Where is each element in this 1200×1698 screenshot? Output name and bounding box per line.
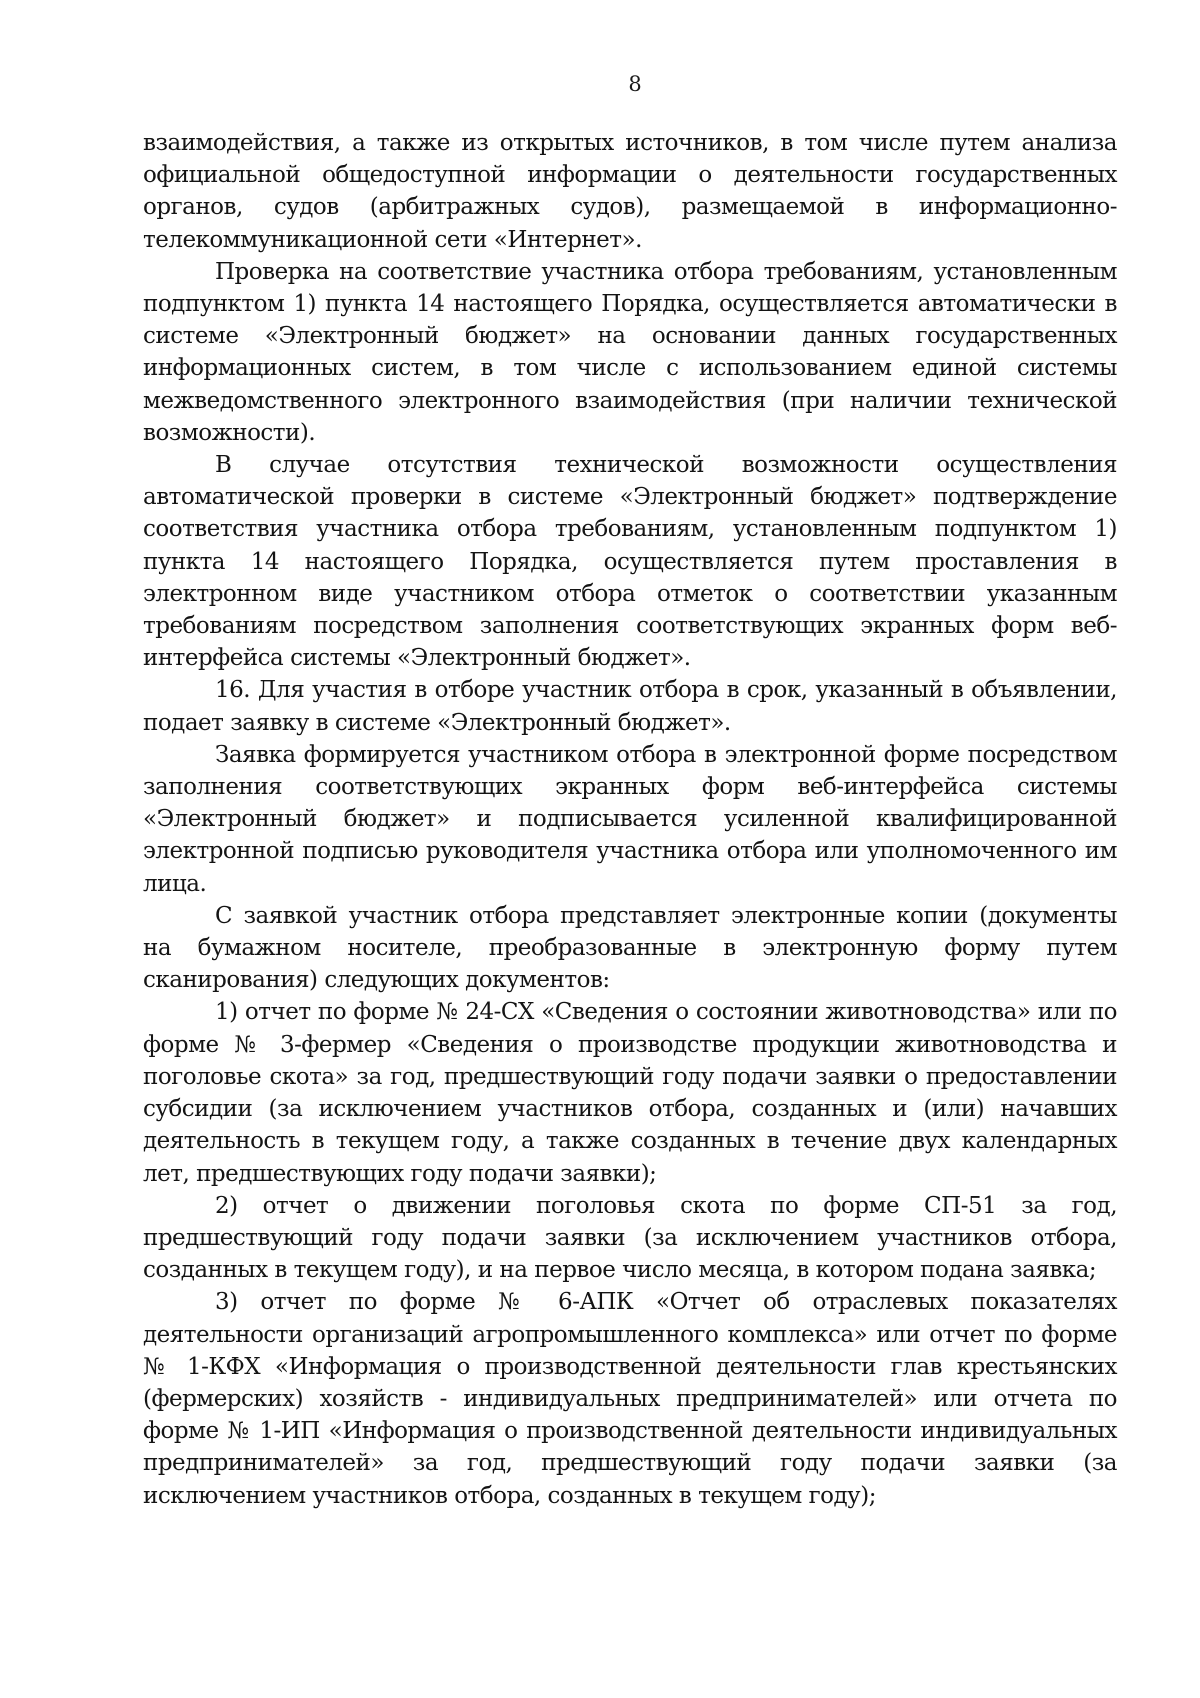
paragraph-application-form: Заявка формируется участником отбора в электронной форме посредством заполнения соответствующих экранных форм веб-интерфейса системы «Электронный бюджет» и подписывается усиленной квалифицированной электронной подписью руководителя участника отбора или уполномоченного им лица. — [143, 741, 1117, 897]
paragraph-verification: Проверка на соответствие участника отбора требованиям, установленным подпунктом 1) пункта 14 настоящего Порядка, осуществляется автоматически в системе «Электронный бюджет» на основании данных государственных информационных систем, в том числе с использованием единой системы межведомственного электронного взаимодействия (при наличии технической возможности). — [143, 258, 1117, 446]
list-item-3: 3) отчет по форме № 6-АПК «Отчет об отраслевых показателях деятельности организаций агропромышленного комплекса» или отчет по форме № 1-КФХ «Информация о производственной деятельности глав крестьянских (фермерских) хозяйств - индивидуальных предпринимателей» или отчета по форме № 1-ИП «Информация о производственной деятельности индивидуальных предпринимателей» за год, предшествующий году подачи заявки (за исключением участников отбора, созданных в текущем году); — [143, 1289, 1117, 1509]
list-item-2: 2) отчет о движении поголовья скота по форме СП-51 за год, предшествующий году подачи заявки (за исключением участников отбора, созданных в текущем году), и на первое число месяца, в котором подана заявка; — [143, 1192, 1117, 1284]
document-body — [143, 127, 1117, 1512]
list-item-1: 1) отчет по форме № 24-СХ «Сведения о состоянии животноводства» или по форме № 3-фермер «Сведения о производстве продукции животноводства и поголовье скота» за год, предшествующий году подачи заявки о предоставлении субсидии (за исключением участников отбора, созданных и (или) начавших деятельность в текущем году, а также созданных в течение двух календарных лет, предшествующих году подачи заявки); — [143, 999, 1117, 1187]
paragraph-continuation: взаимодействия, а также из открытых источников, в том числе путем анализа официальной общедоступной информации о деятельности государственных органов, судов (арбитражных судов), размещаемой в информационно-телекоммуникационной сети «Интернет». — [143, 130, 1117, 253]
paragraph-no-technical-possibility: В случае отсутствия технической возможности осуществления автоматической проверки в системе «Электронный бюджет» подтверждение соответствия участника отбора требованиям, установленным подпунктом 1) пункта 14 настоящего Порядка, осуществляется путем проставления в электронном виде участником отбора отметок о соответствии указанным требованиям посредством заполнения соответствующих экранных форм веб-интерфейса системы «Электронный бюджет». — [143, 452, 1117, 672]
paragraph-documents-intro: С заявкой участник отбора представляет электронные копии (документы на бумажном носителе, преобразованные в электронную форму путем сканирования) следующих документов: — [143, 902, 1117, 994]
paragraph-item-16: 16. Для участия в отборе участник отбора в срок, указанный в объявлении, подает заявку в системе «Электронный бюджет». — [143, 677, 1117, 736]
page-number: 8 — [628, 72, 642, 96]
